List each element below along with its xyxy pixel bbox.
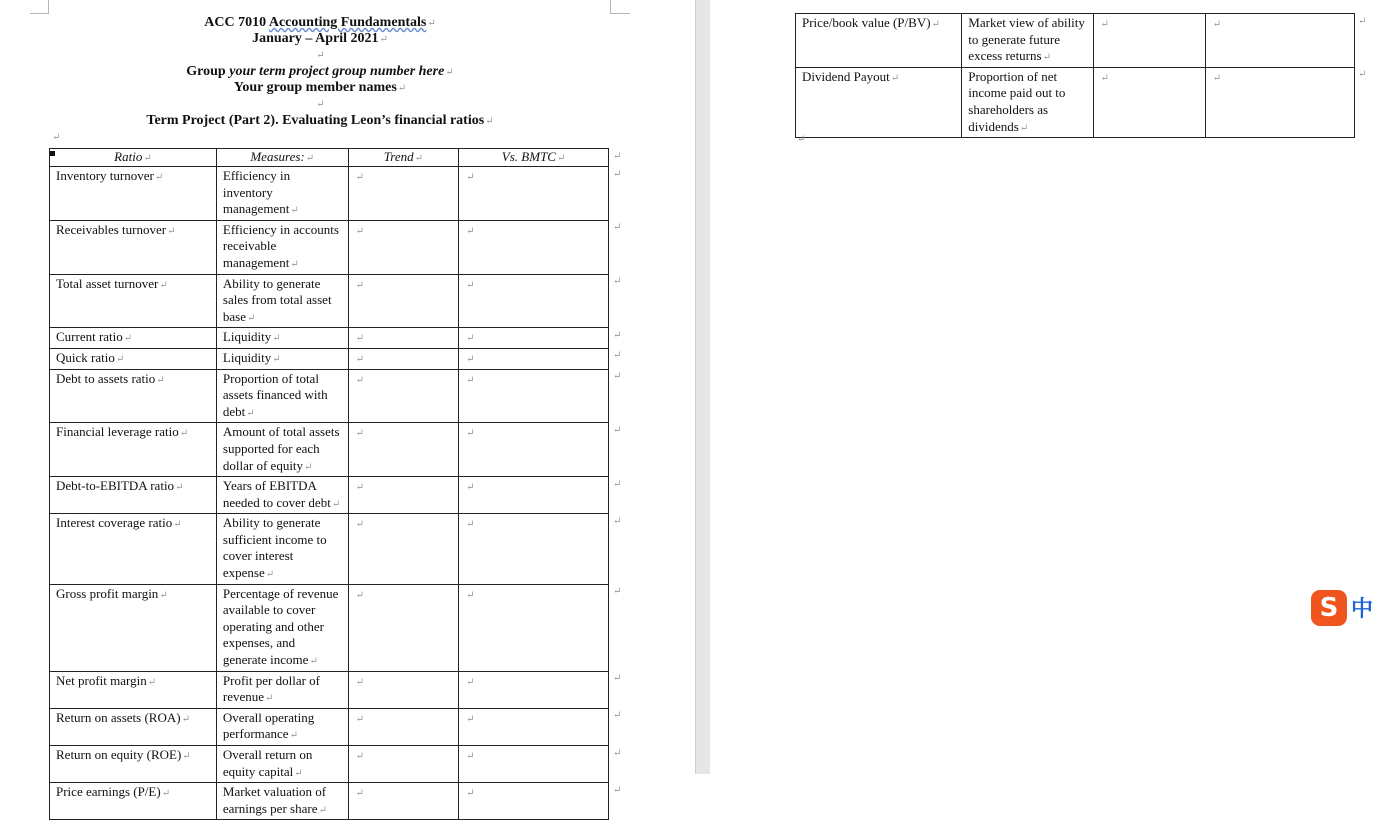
table-row <box>50 328 609 349</box>
table-row <box>50 708 609 745</box>
ratio-cell[interactable]: Return on equity (ROE)↵ <box>50 746 217 783</box>
trend-cell[interactable]: ↵ <box>348 708 459 745</box>
vs-bmtc-cell[interactable]: ↵ <box>459 708 609 745</box>
table-row <box>50 584 609 671</box>
vs-bmtc-cell[interactable]: ↵ <box>459 369 609 423</box>
measure-cell[interactable]: Proportion of total assets financed with debt↵ <box>216 369 348 423</box>
vs-bmtc-cell[interactable]: ↵ <box>459 746 609 783</box>
crop-mark <box>48 0 49 14</box>
trend-cell[interactable]: ↵ <box>348 584 459 671</box>
blank-line: ↵ <box>316 50 325 61</box>
vs-bmtc-cell[interactable]: ↵ <box>459 783 609 820</box>
measure-cell[interactable]: Ability to generate sufficient income to cover interest expense↵ <box>216 514 348 584</box>
ratio-cell[interactable]: Gross profit margin↵ <box>50 584 217 671</box>
vs-bmtc-cell[interactable]: ↵ <box>459 274 609 328</box>
project-title: Term Project (Part 2). Evaluating Leon’s financial ratios↵ <box>146 113 494 128</box>
ratio-cell[interactable]: Return on assets (ROA)↵ <box>50 708 217 745</box>
crop-mark <box>610 0 611 14</box>
course-name: Accounting Fundamentals <box>268 15 427 30</box>
ratio-table <box>49 148 609 820</box>
trend-cell[interactable]: ↵ <box>348 220 459 274</box>
table-row <box>50 783 609 820</box>
row-end-mark: ↵ <box>613 784 622 796</box>
crop-mark <box>30 13 48 14</box>
course-code: ACC 7010 <box>204 15 267 30</box>
ratio-cell[interactable]: Receivables turnover↵ <box>50 220 217 274</box>
blank-line: ↵ <box>316 99 325 110</box>
row-end-mark: ↵ <box>613 168 622 180</box>
anchor-mark: ↵ <box>797 134 806 145</box>
row-end-mark: ↵ <box>613 478 622 490</box>
measure-cell[interactable]: Market valuation of earnings per share↵ <box>216 783 348 820</box>
anchor-mark: ↵ <box>52 132 61 143</box>
row-end-mark: ↵ <box>1358 69 1367 81</box>
vs-bmtc-cell[interactable]: ↵ <box>459 348 609 369</box>
trend-cell[interactable]: ↵ <box>348 477 459 514</box>
page-divider <box>695 0 696 774</box>
trend-cell[interactable]: ↵ <box>348 328 459 349</box>
row-end-mark: ↵ <box>613 329 622 341</box>
vs-bmtc-cell[interactable]: ↵ <box>459 167 609 221</box>
row-end-mark: ↵ <box>613 424 622 436</box>
measure-cell[interactable]: Overall operating performance↵ <box>216 708 348 745</box>
table-row <box>50 220 609 274</box>
row-end-mark: ↵ <box>613 710 622 722</box>
vs-bmtc-cell[interactable]: ↵ <box>459 328 609 349</box>
vs-bmtc-cell[interactable]: ↵ <box>459 671 609 708</box>
table-row <box>796 67 1355 137</box>
vs-bmtc-cell[interactable]: ↵ <box>459 423 609 477</box>
table-row <box>50 746 609 783</box>
trend-cell[interactable]: ↵ <box>1093 14 1205 68</box>
table-row <box>50 423 609 477</box>
trend-cell[interactable]: ↵ <box>348 671 459 708</box>
vs-bmtc-cell[interactable]: ↵ <box>459 477 609 514</box>
row-end-mark: ↵ <box>613 276 622 288</box>
ratio-cell[interactable]: Price/book value (P/BV)↵ <box>796 14 962 68</box>
measure-cell[interactable]: Overall return on equity capital↵ <box>216 746 348 783</box>
ratio-cell[interactable]: Inventory turnover↵ <box>50 167 217 221</box>
vs-bmtc-cell[interactable]: ↵ <box>1205 14 1354 68</box>
ratio-cell[interactable]: Current ratio↵ <box>50 328 217 349</box>
column-header-measures: Measures:↵ <box>216 149 348 167</box>
measure-cell[interactable]: Profit per dollar of revenue↵ <box>216 671 348 708</box>
trend-cell[interactable]: ↵ <box>348 783 459 820</box>
trend-cell[interactable]: ↵ <box>348 167 459 221</box>
table-row <box>50 514 609 584</box>
vs-bmtc-cell[interactable]: ↵ <box>459 584 609 671</box>
ratio-cell[interactable]: Price earnings (P/E)↵ <box>50 783 217 820</box>
row-end-mark: ↵ <box>613 673 622 685</box>
ratio-cell[interactable]: Financial leverage ratio↵ <box>50 423 217 477</box>
column-header-ratio: Ratio↵ <box>50 149 217 167</box>
ratio-cell[interactable]: Dividend Payout↵ <box>796 67 962 137</box>
ratio-cell[interactable]: Debt-to-EBITDA ratio↵ <box>50 477 217 514</box>
measure-cell[interactable]: Market view of ability to generate future excess returns↵ <box>962 14 1093 68</box>
vs-bmtc-cell[interactable]: ↵ <box>459 220 609 274</box>
measure-cell[interactable]: Liquidity↵ <box>216 348 348 369</box>
page-gutter <box>695 0 710 774</box>
table-row <box>50 477 609 514</box>
trend-cell[interactable]: ↵ <box>348 274 459 328</box>
ratio-table-continued <box>795 13 1355 138</box>
course-term: January – April 2021↵ <box>252 31 388 46</box>
row-end-mark: ↵ <box>613 586 622 598</box>
ime-logo-icon[interactable]: S <box>1311 590 1347 626</box>
row-end-mark: ↵ <box>613 350 622 362</box>
row-end-mark: ↵ <box>1358 15 1367 27</box>
course-title: ACC 7010 Accounting Fundamentals↵ <box>204 15 436 30</box>
measure-cell[interactable]: Proportion of net income paid out to shareholders as dividends↵ <box>962 67 1093 137</box>
table-row <box>796 14 1355 68</box>
measure-cell[interactable]: Ability to generate sales from total asset base↵ <box>216 274 348 328</box>
row-end-mark: ↵ <box>613 515 622 527</box>
trend-cell[interactable]: ↵ <box>348 746 459 783</box>
crop-mark <box>610 13 630 14</box>
trend-cell[interactable]: ↵ <box>1093 67 1205 137</box>
table-row <box>50 167 609 221</box>
table-row <box>50 348 609 369</box>
measure-cell[interactable]: Years of EBITDA needed to cover debt↵ <box>216 477 348 514</box>
trend-cell[interactable]: ↵ <box>348 369 459 423</box>
vs-bmtc-cell[interactable]: ↵ <box>1205 67 1354 137</box>
table-row <box>50 671 609 708</box>
ratio-cell[interactable]: Net profit margin↵ <box>50 671 217 708</box>
measure-cell[interactable]: Efficiency in inventory management↵ <box>216 167 348 221</box>
ratio-cell[interactable]: Quick ratio↵ <box>50 348 217 369</box>
ime-mode-indicator[interactable]: 中 <box>1351 597 1374 622</box>
row-end-mark: ↵ <box>613 222 622 234</box>
trend-cell[interactable]: ↵ <box>348 514 459 584</box>
table-row <box>50 369 609 423</box>
member-names[interactable]: Your group member names↵ <box>233 80 407 95</box>
row-end-mark: ↵ <box>613 150 622 162</box>
trend-cell[interactable]: ↵ <box>348 423 459 477</box>
ratio-cell[interactable]: Total asset turnover↵ <box>50 274 217 328</box>
column-header-trend: Trend↵ <box>348 149 459 167</box>
row-end-mark: ↵ <box>613 747 622 759</box>
measure-cell[interactable]: Efficiency in accounts receivable management↵ <box>216 220 348 274</box>
group-placeholder[interactable]: your term project group number here <box>229 64 445 79</box>
column-header-vs-bmtc: Vs. BMTC↵ <box>459 149 609 167</box>
measure-cell[interactable]: Amount of total assets supported for each dollar of equity↵ <box>216 423 348 477</box>
ratio-cell[interactable]: Interest coverage ratio↵ <box>50 514 217 584</box>
ratio-cell[interactable]: Debt to assets ratio↵ <box>50 369 217 423</box>
vs-bmtc-cell[interactable]: ↵ <box>459 514 609 584</box>
table-row <box>50 274 609 328</box>
row-end-mark: ↵ <box>613 371 622 383</box>
measure-cell[interactable]: Liquidity↵ <box>216 328 348 349</box>
trend-cell[interactable]: ↵ <box>348 348 459 369</box>
group-line: Group your term project group number here↵ <box>186 64 454 79</box>
measure-cell[interactable]: Percentage of revenue available to cover operating and other expenses, and generate income↵ <box>216 584 348 671</box>
